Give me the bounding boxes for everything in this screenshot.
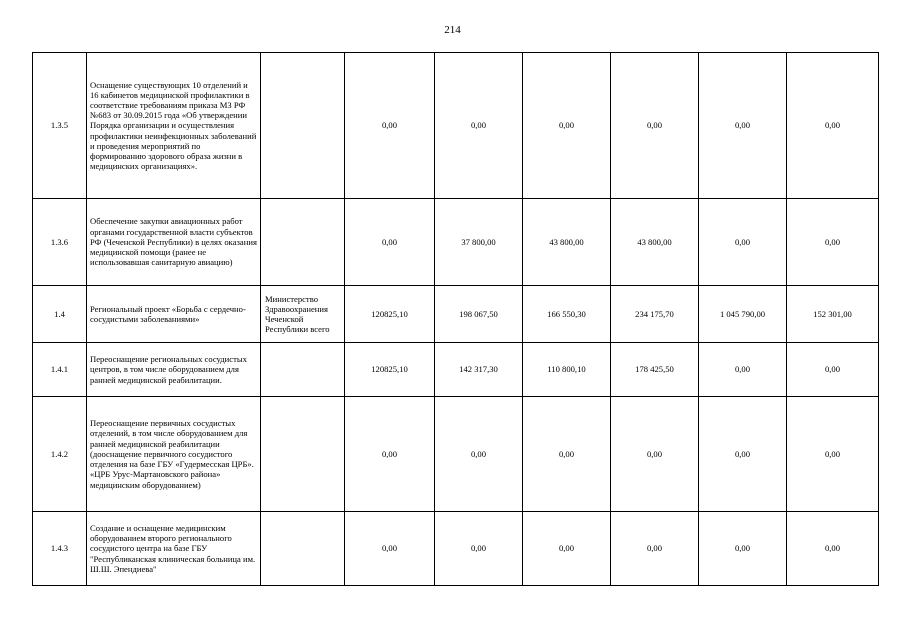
row-value: 43 800,00 [611, 199, 699, 286]
table-row [33, 512, 879, 586]
row-value: 120825,10 [345, 343, 435, 397]
row-value: 110 800,10 [523, 343, 611, 397]
row-responsible [261, 512, 345, 586]
row-code: 1.4.3 [33, 512, 87, 586]
row-description: Обеспечение закупки авиационных работ органами государственной власти субъектов РФ (Чеченской Республики) в целях оказания медицинской помощи (ранее не использовавшая санитарную авиацию) [87, 199, 261, 286]
row-description: Переоснащение региональных сосудистых центров, в том числе оборудованием для ранней медицинской реабилитации. [87, 343, 261, 397]
table-row [33, 343, 879, 397]
row-value: 0,00 [699, 397, 787, 512]
row-code: 1.4.1 [33, 343, 87, 397]
row-value: 0,00 [523, 397, 611, 512]
row-value: 0,00 [345, 397, 435, 512]
budget-table [32, 52, 879, 586]
row-value: 0,00 [787, 199, 879, 286]
row-value: 0,00 [787, 343, 879, 397]
row-description: Переоснащение первичных сосудистых отделений, в том числе оборудованием для ранней медицинской реабилитации (дооснащение первичного сосудистого отделения на базе ГБУ «Гудермесская ЦРБ». «ЦРБ Урус-Мартановского района» медицинским оборудованием) [87, 397, 261, 512]
row-value: 178 425,50 [611, 343, 699, 397]
row-value: 0,00 [699, 53, 787, 199]
row-value: 0,00 [345, 53, 435, 199]
row-responsible [261, 343, 345, 397]
row-code: 1.3.5 [33, 53, 87, 199]
row-value: 43 800,00 [523, 199, 611, 286]
row-value: 166 550,30 [523, 286, 611, 343]
row-value: 0,00 [699, 199, 787, 286]
row-description: Создание и оснащение медицинским оборудованием второго регионального сосудистого центра на базе ГБУ "Республиканская клиническая больница им. Ш.Ш. Эпендиева" [87, 512, 261, 586]
row-value: 0,00 [611, 397, 699, 512]
row-value: 0,00 [787, 397, 879, 512]
row-value: 0,00 [345, 512, 435, 586]
row-value: 0,00 [611, 53, 699, 199]
row-code: 1.3.6 [33, 199, 87, 286]
row-value: 1 045 790,00 [699, 286, 787, 343]
row-responsible [261, 397, 345, 512]
row-code: 1.4 [33, 286, 87, 343]
row-value: 0,00 [787, 512, 879, 586]
table-row [33, 286, 879, 343]
row-value: 142 317,30 [435, 343, 523, 397]
row-value: 0,00 [435, 512, 523, 586]
row-code: 1.4.2 [33, 397, 87, 512]
row-value: 0,00 [611, 512, 699, 586]
row-value: 234 175,70 [611, 286, 699, 343]
row-value: 0,00 [787, 53, 879, 199]
row-value: 0,00 [523, 53, 611, 199]
row-description: Региональный проект «Борьба с сердечно-сосудистыми заболеваниями» [87, 286, 261, 343]
table-row [33, 397, 879, 512]
row-value: 37 800,00 [435, 199, 523, 286]
row-responsible [261, 53, 345, 199]
row-description: Оснащение существующих 10 отделений и 16 кабинетов медицинской профилактики в соответствие требованиям приказа МЗ РФ №683 от 30.09.2015 года «Об утверждении Порядка организации и осуществления профилактики неинфекционных заболеваний и проведения мероприятий по формированию здорового образа жизни в медицинских организациях». [87, 53, 261, 199]
table-row [33, 199, 879, 286]
row-value: 120825,10 [345, 286, 435, 343]
row-value: 0,00 [345, 199, 435, 286]
page-number: 214 [444, 24, 461, 36]
row-value: 0,00 [523, 512, 611, 586]
row-value: 0,00 [435, 397, 523, 512]
row-value: 152 301,00 [787, 286, 879, 343]
table-row [33, 53, 879, 199]
row-responsible [261, 199, 345, 286]
row-value: 0,00 [699, 512, 787, 586]
row-value: 0,00 [699, 343, 787, 397]
row-responsible: Министерство Здравоохранения Чеченской Республики всего [261, 286, 345, 343]
row-value: 0,00 [435, 53, 523, 199]
row-value: 198 067,50 [435, 286, 523, 343]
